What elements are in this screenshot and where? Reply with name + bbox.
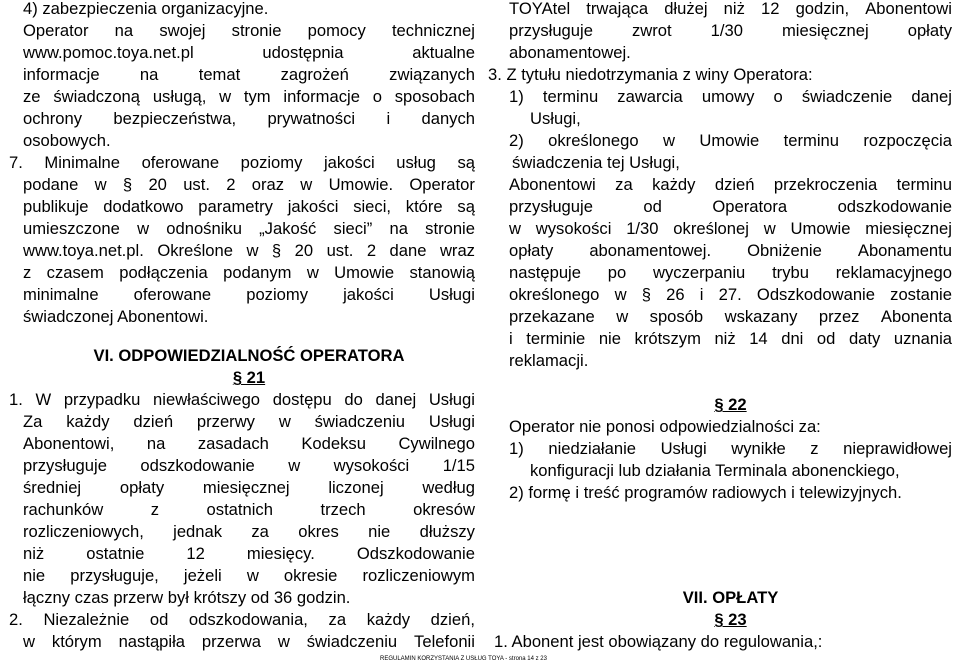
- word: umieszczone: [23, 219, 120, 238]
- word: nie: [598, 329, 621, 348]
- word: nieprawidłowej: [843, 439, 952, 458]
- word: Minimalne: [44, 153, 121, 172]
- word: 14: [749, 329, 768, 348]
- word: do: [344, 390, 363, 409]
- text-line: 4) zabezpieczenia organizacyjne.: [23, 0, 269, 18]
- word: rozliczeniowym: [362, 566, 475, 585]
- word: zawarcia: [617, 87, 683, 106]
- word: w: [94, 175, 107, 194]
- word: które: [405, 197, 443, 216]
- word: w: [277, 632, 290, 651]
- word: Usługi: [428, 285, 475, 304]
- word: w: [219, 87, 232, 106]
- word: 27.: [718, 285, 742, 304]
- text-line-justified: [23, 218, 475, 240]
- word: niewłaściwego: [153, 390, 261, 409]
- word: Odszkodowanie: [756, 285, 875, 304]
- word: i: [699, 285, 704, 304]
- word: zostanie: [890, 285, 952, 304]
- word: opłaty: [119, 478, 165, 497]
- text-line-justified: [509, 218, 952, 240]
- word: każdy: [66, 412, 110, 431]
- word: Abonenta: [880, 307, 952, 326]
- text-line-justified: [23, 284, 475, 306]
- word: jakości: [323, 153, 375, 172]
- word: sieci,: [353, 197, 392, 216]
- paragraph-number: § 23: [714, 610, 747, 629]
- word: parametry: [198, 197, 273, 216]
- word: 2.: [9, 610, 23, 629]
- word: następuje: [509, 263, 581, 282]
- text-line-justified: [509, 284, 952, 306]
- word: sposobach: [394, 87, 475, 106]
- word: krótszym: [634, 329, 701, 348]
- word: i: [386, 109, 391, 128]
- text-line-justified: [23, 240, 475, 262]
- word: usług: [396, 153, 436, 172]
- word: Niezależnie: [43, 610, 130, 629]
- word: TOYAtel: [509, 0, 571, 18]
- word: stanowią: [409, 263, 475, 282]
- word: 1/15: [442, 456, 475, 475]
- word: przerwa: [201, 632, 261, 651]
- word: według: [422, 478, 475, 497]
- word: nie: [368, 522, 391, 541]
- word: dzień: [133, 412, 174, 431]
- word: 2: [366, 241, 377, 260]
- word: miesięcznej: [865, 219, 952, 238]
- word: w: [306, 263, 319, 282]
- text-line-justified: [23, 108, 475, 130]
- text-line: reklamacji.: [509, 351, 589, 370]
- word: terminu: [542, 87, 599, 106]
- word: reklamacyjnego: [835, 263, 952, 282]
- word: dzień,: [430, 610, 475, 629]
- word: w: [246, 241, 259, 260]
- text-line: abonamentowej.: [509, 43, 631, 62]
- text-line-justified: [23, 433, 475, 455]
- word: prywatności: [267, 109, 356, 128]
- word: za: [615, 175, 633, 194]
- word: ust.: [326, 241, 354, 260]
- text-line-justified: [509, 240, 952, 262]
- word: określonej: [673, 219, 749, 238]
- paragraph-number: § 22: [714, 395, 747, 414]
- word: Operator: [409, 175, 475, 194]
- word: zwrot: [631, 21, 672, 40]
- word: Usługi: [660, 439, 707, 458]
- text-line-justified: [23, 411, 475, 433]
- word: niż: [714, 329, 736, 348]
- word: 20: [294, 241, 314, 260]
- word: rachunków: [23, 500, 104, 519]
- word: odszkodowanie: [837, 197, 952, 216]
- word: danych: [421, 109, 475, 128]
- word: każdy: [366, 610, 411, 629]
- word: Telefonii: [414, 632, 475, 651]
- text-line: osobowych.: [23, 131, 111, 150]
- text-line-justified: [23, 196, 475, 218]
- text-line-justified: [23, 631, 475, 653]
- word: okresów: [413, 500, 475, 519]
- word: dodatkowo: [103, 197, 184, 216]
- word: jeżeli: [183, 566, 222, 585]
- page-footer: REGULAMIN KORZYSTANIA Z USŁUG TOYA - strona 14 z 23: [380, 656, 547, 662]
- word: uznania: [893, 329, 952, 348]
- text-line-justified: [509, 438, 952, 460]
- text-line: Operator nie ponosi odpowiedzialności za:: [509, 417, 821, 436]
- word: Abonentowi: [509, 175, 596, 194]
- paragraph-number: § 21: [232, 368, 266, 387]
- word: odnośniku: [166, 219, 242, 238]
- text-line-justified: [509, 174, 952, 196]
- word: 26: [666, 285, 685, 304]
- text-line: 1. Abonent jest obowiązany do regulowania,:: [494, 632, 823, 651]
- word: 1/30: [710, 21, 743, 40]
- word: §: [271, 241, 282, 260]
- word: 2: [226, 175, 236, 194]
- word: poziomy: [246, 285, 309, 304]
- word: ust.: [183, 175, 210, 194]
- word: świadczenie: [801, 87, 893, 106]
- word: W: [35, 390, 52, 409]
- text-line-justified: [23, 477, 475, 499]
- word: Abonamentu: [857, 241, 952, 260]
- word: 2): [509, 131, 524, 150]
- word: na: [114, 21, 134, 40]
- word: wysokości: [333, 456, 410, 475]
- word: nastąpiła: [118, 632, 186, 651]
- word: z: [23, 263, 32, 282]
- word: tym: [243, 87, 271, 106]
- text-line-justified: [23, 64, 475, 86]
- word: Za: [23, 412, 43, 431]
- word: okres: [298, 522, 339, 541]
- section-heading: VII. OPŁATY: [682, 588, 779, 607]
- word: temat: [198, 65, 241, 84]
- word: liczonej: [328, 478, 384, 497]
- word: przysługuje: [509, 197, 593, 216]
- word: 1/30: [626, 219, 659, 238]
- word: oferowane: [133, 285, 212, 304]
- word: wskazany: [724, 307, 798, 326]
- word: godzin,: [795, 0, 850, 18]
- word: dłużej: [664, 0, 708, 18]
- text-line: 3. Z tytułu niedotrzymania z winy Operatora:: [488, 65, 813, 84]
- word: w: [23, 632, 35, 651]
- word: podanym: [223, 263, 292, 282]
- text-line-justified: [23, 543, 475, 565]
- word: Operatora: [712, 197, 788, 216]
- word: §: [641, 285, 651, 304]
- word: zagrożeń: [280, 65, 349, 84]
- word: Usługi: [428, 412, 475, 431]
- word: określonego: [548, 131, 639, 150]
- word: na: [146, 434, 166, 453]
- word: po: [607, 263, 627, 282]
- word: sposób: [649, 307, 704, 326]
- text-line-justified: [23, 499, 475, 521]
- word: Operator: [23, 21, 89, 40]
- word: odszkodowania,: [188, 610, 308, 629]
- word: zasadach: [197, 434, 269, 453]
- word: przekroczenia: [773, 175, 878, 194]
- word: swojej: [159, 21, 206, 40]
- word: §: [122, 175, 133, 194]
- text-line-justified: [23, 521, 475, 543]
- word: informacje: [283, 87, 360, 106]
- text-line: świadczonej Abonentowi.: [23, 307, 209, 326]
- word: przysługuje,: [70, 566, 159, 585]
- word: wyczerpaniu: [653, 263, 746, 282]
- text-line-justified: [23, 455, 475, 477]
- text-line-justified: [509, 262, 952, 284]
- word: „Jakość: [259, 219, 317, 238]
- word: Odszkodowanie: [356, 544, 475, 563]
- text-line: Usługi,: [530, 109, 581, 128]
- text-line-justified: [23, 42, 475, 64]
- word: miesięcznej: [202, 478, 290, 497]
- text-line-justified: [509, 86, 952, 108]
- word: w: [300, 175, 313, 194]
- word: rozliczeniowych,: [23, 522, 144, 541]
- word: ostatnich: [206, 500, 273, 519]
- word: są: [457, 197, 475, 216]
- word: www.pomoc.toya.net.pl: [23, 43, 194, 62]
- text-line-justified: [23, 565, 475, 587]
- word: Umowie: [790, 219, 851, 238]
- word: opłaty: [509, 241, 554, 260]
- text-line-justified: [23, 262, 475, 284]
- word: niedziałanie: [548, 439, 636, 458]
- word: usługą,: [152, 87, 207, 106]
- word: Abonentowi: [865, 0, 952, 18]
- word: w: [278, 412, 291, 431]
- word: terminu: [783, 131, 840, 150]
- word: trwająca: [586, 0, 649, 18]
- text-line: konfiguracji lub działania Terminala abonenckiego,: [530, 461, 900, 480]
- word: średniej: [23, 478, 82, 497]
- word: dni: [781, 329, 804, 348]
- word: oraz: [251, 175, 285, 194]
- word: Obniżenie: [747, 241, 822, 260]
- word: Abonentowi,: [23, 434, 115, 453]
- word: oferowane: [141, 153, 220, 172]
- word: w: [246, 566, 259, 585]
- word: podłączenia: [119, 263, 208, 282]
- word: ochrony: [23, 109, 83, 128]
- word: umowy: [701, 87, 755, 106]
- word: na: [139, 65, 159, 84]
- word: w: [662, 131, 675, 150]
- word: 20: [148, 175, 167, 194]
- word: z: [150, 500, 160, 519]
- word: Umowie: [334, 263, 395, 282]
- word: okresie: [283, 566, 338, 585]
- word: trzech: [320, 500, 366, 519]
- text-line-justified: [9, 609, 475, 631]
- word: 12: [186, 544, 205, 563]
- word: przysługuje: [509, 21, 593, 40]
- word: ze: [23, 87, 41, 106]
- word: dzień: [714, 175, 755, 194]
- word: dłuższy: [419, 522, 475, 541]
- word: minimalne: [23, 285, 99, 304]
- word: bezpieczeństwa,: [113, 109, 237, 128]
- word: dane: [389, 241, 427, 260]
- word: sieci”: [333, 219, 373, 238]
- word: każdy: [652, 175, 696, 194]
- word: terminu: [896, 175, 952, 194]
- word: Określone: [157, 241, 233, 260]
- word: niż: [723, 0, 745, 18]
- text-line: łączny czas przerw był krótszy od 36 godzin.: [23, 588, 351, 607]
- word: wynikłe: [731, 439, 786, 458]
- word: za: [251, 522, 269, 541]
- word: od: [643, 197, 662, 216]
- word: 1): [509, 439, 524, 458]
- word: informacje: [23, 65, 100, 84]
- word: związanych: [389, 65, 475, 84]
- word: danej: [911, 87, 952, 106]
- word: od: [816, 329, 836, 348]
- word: danej: [375, 390, 417, 409]
- word: trybu: [772, 263, 809, 282]
- word: przerwy: [196, 412, 255, 431]
- word: miesięcy.: [246, 544, 315, 563]
- word: podane: [23, 175, 79, 194]
- word: przypadku: [63, 390, 141, 409]
- text-line-justified: [509, 196, 952, 218]
- text-line-justified: [509, 328, 952, 350]
- text-line-justified: [23, 86, 475, 108]
- word: abonamentowej.: [589, 241, 712, 260]
- text-line: świadczenia tej Usługi,: [512, 153, 680, 172]
- word: i: [509, 329, 513, 348]
- word: Umowie: [699, 131, 760, 150]
- word: nie: [23, 566, 46, 585]
- text-line-justified: [509, 20, 952, 42]
- word: świadczeniu: [314, 412, 406, 431]
- word: ostatnie: [86, 544, 145, 563]
- text-line-justified: [509, 130, 952, 152]
- word: za: [328, 610, 347, 629]
- word: z: [810, 439, 819, 458]
- word: jednak: [173, 522, 223, 541]
- word: o: [372, 87, 382, 106]
- word: technicznej: [391, 21, 475, 40]
- word: wraz: [439, 241, 475, 260]
- word: którym: [51, 632, 102, 651]
- word: Cywilnego: [398, 434, 475, 453]
- word: świadczeniu: [306, 632, 398, 651]
- text-line-justified: [23, 174, 475, 196]
- text-line-justified: [9, 389, 475, 411]
- text-line: 2) formę i treść programów radiowych i telewizyjnych.: [509, 483, 902, 502]
- word: opłaty: [907, 21, 952, 40]
- word: od: [149, 610, 169, 629]
- word: pomocy: [307, 21, 366, 40]
- word: w: [509, 219, 521, 238]
- section-heading: VI. ODPOWIEDZIALNOŚĆ OPERATORA: [93, 346, 405, 365]
- word: jakości: [343, 285, 394, 304]
- word: miesięcznej: [781, 21, 869, 40]
- word: przysługuje: [23, 456, 107, 475]
- word: przekazane: [509, 307, 595, 326]
- word: 12: [761, 0, 780, 18]
- word: jakości: [287, 197, 339, 216]
- word: 7.: [9, 153, 23, 172]
- word: daty: [848, 329, 881, 348]
- text-line-justified: [9, 152, 475, 174]
- word: Usługi: [428, 390, 475, 409]
- word: świadczoną: [53, 87, 141, 106]
- word: w: [616, 307, 629, 326]
- word: niż: [23, 544, 45, 563]
- word: udostępnia: [262, 43, 344, 62]
- word: rozpoczęcia: [863, 131, 952, 150]
- word: w: [763, 219, 776, 238]
- word: Umowie.: [328, 175, 394, 194]
- text-line-justified: [509, 306, 952, 328]
- word: są: [457, 153, 475, 172]
- word: w: [288, 456, 301, 475]
- word: w: [614, 285, 627, 304]
- word: aktualne: [412, 43, 475, 62]
- text-line-justified: [23, 20, 475, 42]
- word: na: [389, 219, 408, 238]
- word: odszkodowanie: [140, 456, 255, 475]
- word: przez: [818, 307, 860, 326]
- word: stronie: [231, 21, 282, 40]
- word: dostępu: [272, 390, 332, 409]
- word: określonego: [509, 285, 600, 304]
- word: czasem: [46, 263, 104, 282]
- word: publikuje: [23, 197, 89, 216]
- word: www.toya.net.pl.: [23, 241, 144, 260]
- word: w: [137, 219, 150, 238]
- word: terminie: [526, 329, 586, 348]
- word: o: [773, 87, 783, 106]
- word: Kodeksu: [301, 434, 366, 453]
- word: poziomy: [240, 153, 303, 172]
- word: 1.: [9, 390, 23, 409]
- word: stronie: [425, 219, 475, 238]
- word: 1): [509, 87, 524, 106]
- text-line-justified: [509, 0, 952, 20]
- word: wysokości: [535, 219, 612, 238]
